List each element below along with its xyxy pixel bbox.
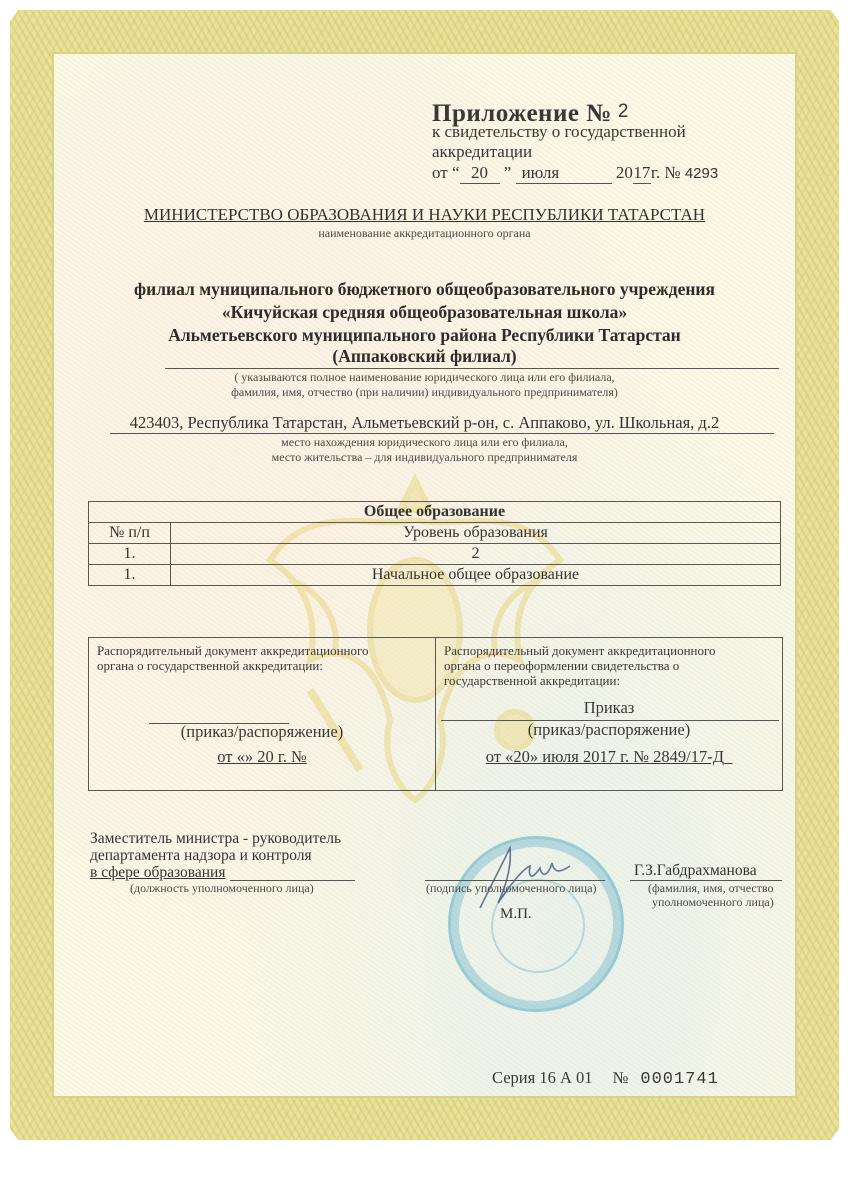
table-title: Общее образование (89, 502, 781, 523)
position-line-1: Заместитель министра - руководитель (90, 830, 342, 847)
org-name-line-2: «Кичуйская средняя общеобразовательная школа» (221, 302, 628, 322)
org-name-line-1: филиал муниципального бюджетного общеобразовательного учреждения (134, 279, 715, 299)
row-number: 1. (89, 544, 171, 565)
table-row (89, 544, 781, 565)
accreditation-order-column (89, 638, 435, 790)
appendix-title-text: Приложение № (432, 100, 612, 127)
date-quote-close: ” (503, 163, 512, 182)
appendix-subtitle-2: аккредитации (432, 142, 533, 161)
signatory-name: Г.З.Габдрахманова (634, 862, 757, 879)
order-date-line: от «» 20 г. № (217, 747, 307, 766)
reissue-order-heading: Распорядительный документ аккредитационного органа о переоформлении свидетельства о государственной аккредитации: (444, 643, 716, 688)
serial-number-label: № (612, 1068, 629, 1087)
reissue-order-column (435, 638, 782, 790)
order-documents-box (88, 637, 783, 791)
appendix-subtitle-1: к свидетельству о государственной (432, 122, 686, 141)
reissue-type-caption: (приказ/распоряжение) (527, 720, 691, 739)
authority-name: МИНИСТЕРСТВО ОБРАЗОВАНИЯ И НАУКИ РЕСПУБЛИКИ ТАТАРСТАН (143, 205, 706, 224)
accreditation-order-heading: Распорядительный документ аккредитационного органа о государственной аккредитации: (97, 643, 369, 673)
name-caption-1: (фамилия, имя, отчество (648, 881, 774, 895)
appendix-number: 2 (617, 101, 629, 122)
signature-caption: (подпись уполномоченного лица) (426, 881, 597, 895)
form-serial (492, 1068, 719, 1089)
address-caption-1: место нахождения юридического лица или его филиала, (281, 435, 568, 449)
org-name-line-3: Альметьевского муниципального района Республики Татарстан (168, 325, 681, 345)
reissue-order-type: Приказ (583, 698, 635, 717)
serial-number: 0001741 (640, 1070, 719, 1089)
address-value: 423403, Республика Татарстан, Альметьевский р-он, с. Аппаково, ул. Школьная, д.2 (129, 413, 720, 432)
position-line-2: департамента надзора и контроля (90, 847, 312, 864)
column-header-level: Уровень образования (171, 523, 781, 544)
date-century: 20 (615, 163, 633, 182)
row-level: Начальное общее образование (171, 565, 781, 586)
certificate-number: 4293 (684, 165, 719, 182)
position-line-3: в сфере образования (90, 864, 226, 881)
column-header-number: № п/п (89, 523, 171, 544)
org-caption-1: ( указываются полное наименование юридического лица или его филиала, (234, 370, 615, 384)
position-caption: (должность уполномоченного лица) (130, 881, 314, 895)
stamp-label: М.П. (500, 906, 532, 922)
org-underline (165, 368, 779, 369)
serial-label: Серия 16 А 01 (492, 1068, 593, 1087)
official-position (90, 830, 341, 881)
appendix-date-line (432, 163, 718, 184)
authority-caption: наименование аккредитационного органа (318, 226, 531, 240)
date-suffix: г. № (650, 163, 681, 182)
reissue-date-line: от «20» июля 2017 г. № 2849/17-Д_ (485, 747, 733, 766)
org-name-line-4: (Аппаковский филиал) (332, 346, 517, 366)
authority-block (60, 205, 789, 241)
row-level: 2 (171, 544, 781, 565)
row-number: 1. (89, 565, 171, 586)
table-title-row (89, 502, 781, 523)
table-row (89, 565, 781, 586)
order-type-caption: (приказ/распоряжение) (180, 722, 344, 741)
table-header-row (89, 523, 781, 544)
name-caption-2: уполномоченного лица) (652, 895, 774, 909)
org-caption-2: фамилия, имя, отчество (при наличии) индивидуального предпринимателя) (231, 385, 618, 399)
date-year: 17 (633, 163, 651, 182)
date-month: июля (516, 163, 612, 184)
date-prefix: от “ (432, 163, 460, 182)
address-underline (110, 433, 774, 434)
date-day: 20 (460, 163, 500, 184)
education-table (88, 501, 781, 586)
address-caption-2: место жительства – для индивидуального предпринимателя (271, 450, 578, 464)
